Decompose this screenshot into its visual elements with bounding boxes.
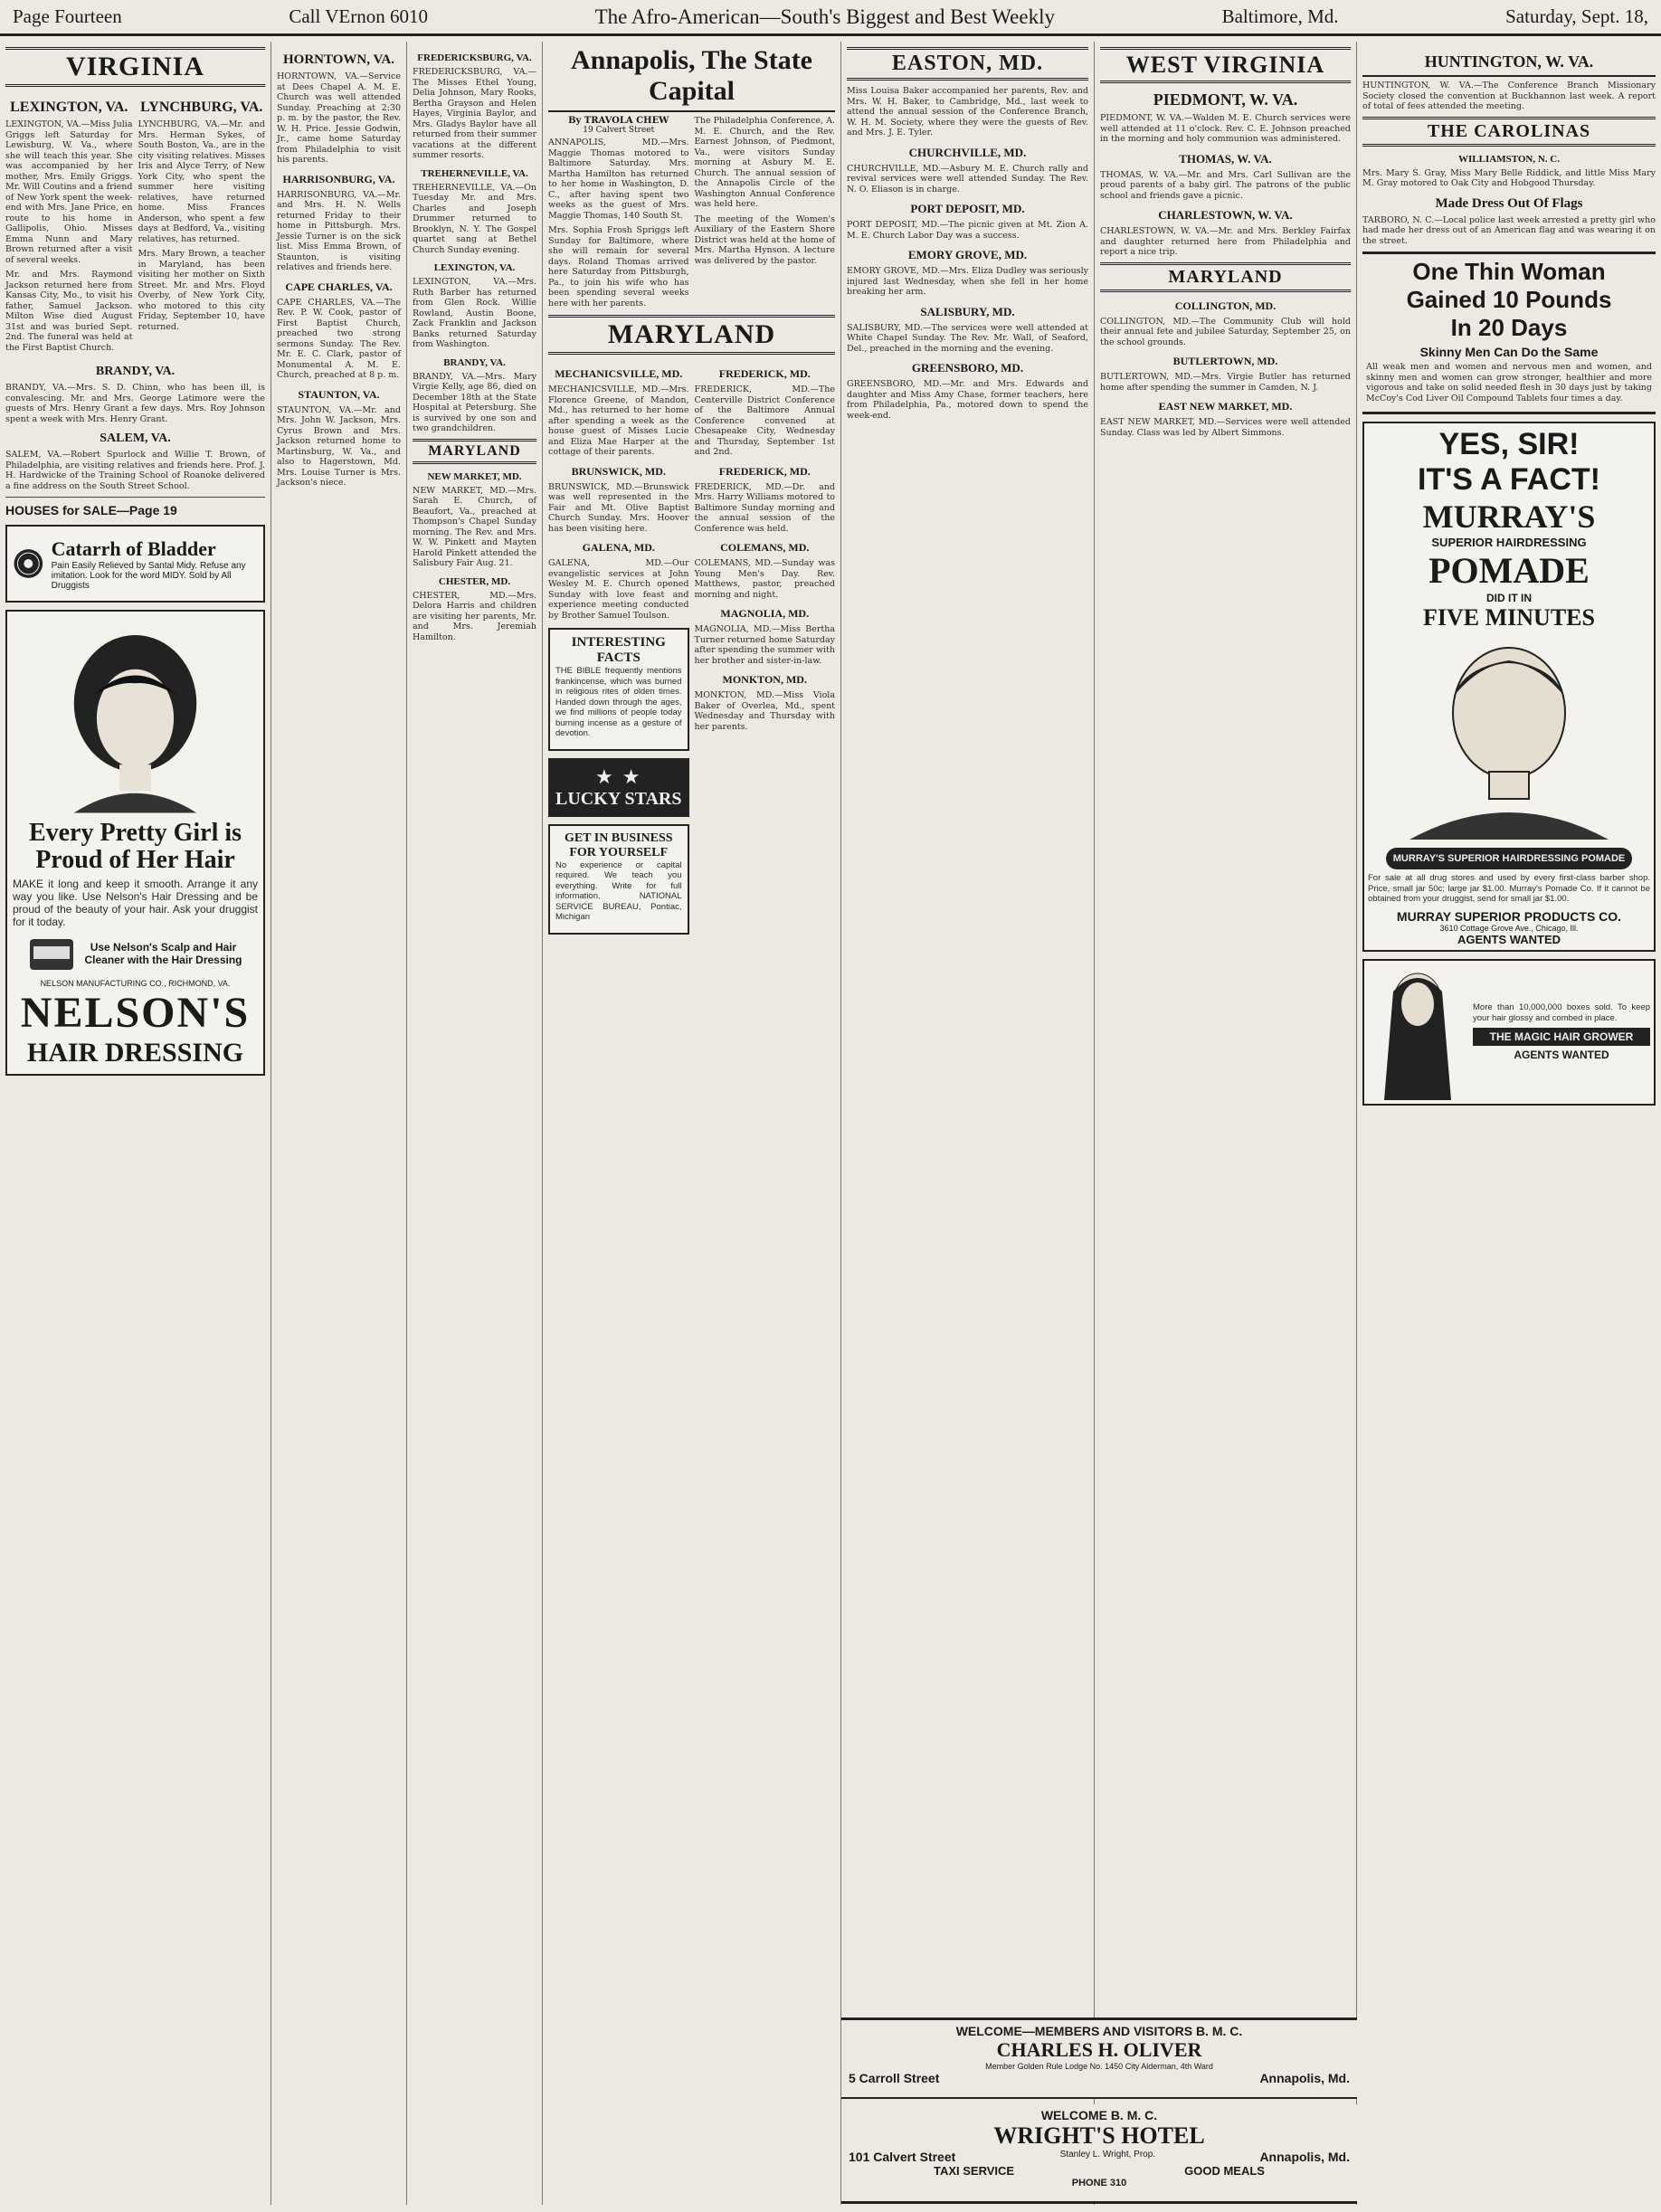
article-huntington: HUNTINGTON, W. VA.—The Conference Branch Missionary Society closed the convention at Buckhannon last week. A report of total of fees attended the meeting. bbox=[1362, 81, 1656, 111]
dateline-chester: CHESTER, MD. bbox=[438, 575, 511, 587]
article-annapolis-3: The Philadelphia Conference, A. M. E. Church, and the Rev. Earnest Johnson, of Piedmont, Va., were visitors Sunday morning at Asbury M. E. Church. The annual session of the Annapolis Circle of the Washington Annual Conference was held here. bbox=[694, 116, 835, 209]
article-magnolia: MAGNOLIA, MD.—Miss Bertha Turner returned home Saturday after spending the summer with her brother and sister-in-law. bbox=[694, 624, 835, 666]
oliver-city: Annapolis, Md. bbox=[1259, 2071, 1350, 2085]
article-frederick-2: FREDERICK, MD.—Dr. and Mrs. Harry Williams motored to Baltimore Sunday morning and the annual session of the Conference was held. bbox=[694, 481, 835, 534]
column-west-virginia bbox=[1095, 42, 1357, 2205]
houses-notice: HOUSES for SALE—Page 19 bbox=[5, 503, 177, 517]
dateline-galena: GALENA, MD. bbox=[582, 541, 655, 554]
man-portrait-icon bbox=[1373, 631, 1645, 840]
dateline-monkton: MONKTON, MD. bbox=[722, 673, 807, 686]
dateline-collington: COLLINGTON, MD. bbox=[1174, 299, 1277, 312]
article-annapolis-4: The meeting of the Women's Auxiliary of the Eastern Shore District was held at the home of Mrs. Martha Hynson. A lecture was delivered by the pastor. bbox=[694, 214, 835, 266]
ad-catarrh-body: Pain Easily Relieved by Santal Midy. Refuse any imitation. Look for the word MIDY. Sold by All Druggists bbox=[51, 560, 246, 591]
article-cape-charles: CAPE CHARLES, VA.—The Rev. P. W. Cook, pastor of First Baptist Church, preached two strong sermons Sunday. The Rev. Mr. E. C. Clark, pastor of Monumental A. M. E. Church, preached at 8 p. m. bbox=[277, 297, 401, 380]
article-salisbury: SALISBURY, MD.—The services were well attended at White Chapel Sunday. The Rev. Mr. Wall, of Seaford, Del., preached in the morning and the evening. bbox=[847, 322, 1088, 354]
murray-company: MURRAY SUPERIOR PRODUCTS CO. bbox=[1396, 908, 1622, 924]
oliver-address: 5 Carroll Street bbox=[849, 2071, 940, 2085]
article-lexington: LEXINGTON, VA.—Miss Julia Griggs left Saturday for Lewisburg, W. Va., where she will teach this year. She was accompanied by her mother, Mrs. Emily Griggs. Mr. Will Coutins and a friend of New York spent the week-end with Mrs. Jane Price, en route to his home in Gallipolis, Ohio. Misses Emma Nunn and Mary Brown returned after a visit of several weeks. bbox=[5, 119, 133, 265]
hotel-taxi: TAXI SERVICE bbox=[934, 2164, 1015, 2178]
article-butlertown: BUTLERTOWN, MD.—Mrs. Virgie Butler has returned home after spending the summer in Camden, N. J. bbox=[1100, 372, 1351, 393]
ad-catarrh bbox=[5, 525, 265, 603]
column-3 bbox=[271, 42, 407, 2205]
facts-text: THE BIBLE frequently mentions frankincense, which was burned in religious rites of olden times. Handed down through the ages, we find millions of people today burning incense as a gesture of devotion. bbox=[555, 666, 682, 738]
hotel-meals: GOOD MEALS bbox=[1184, 2164, 1265, 2178]
article-mechanicsville: MECHANICSVILLE, MD.—Mrs. Florence Greene, of Mandon, Md., has returned to her home after spending a week as the house guest of Misses Lucie and Eliza Mae Harper at the cottage of their parents. bbox=[548, 384, 689, 457]
article-churchville: CHURCHVILLE, MD.—Asbury M. E. Church rally and revival services were well attended Sunday. The Rev. N. O. Eliason is in charge. bbox=[847, 163, 1088, 195]
article-lexington-2: LEXINGTON, VA.—Mrs. Ruth Barber has returned from Glen Rock. Willie Rowland, Austin Boone, Zack Franklin and Jackson Banks returned Saturday from Washington. bbox=[413, 277, 536, 349]
article-harrisonburg: HARRISONBURG, VA.—Mr. and Mrs. H. N. Wells returned Friday to their home in Pittsburgh. Mrs. Jessie Turner is on the sick list. Miss Emma Brown, of Staunton, is visiting relatives and friends here. bbox=[277, 189, 401, 272]
oliver-name: CHARLES H. OLIVER bbox=[996, 2038, 1202, 2061]
dateline-staunton: STAUNTON, VA. bbox=[298, 387, 380, 401]
ad-nelsons-sub: Use Nelson's Scalp and Hair Cleaner with the Hair Dressing bbox=[84, 941, 242, 966]
hotel-name: WRIGHT'S HOTEL bbox=[993, 2122, 1205, 2149]
column-annapolis bbox=[543, 42, 841, 2205]
dateline-cape-charles: CAPE CHARLES, VA. bbox=[285, 280, 393, 293]
article-frederick: FREDERICK, MD.—The Centerville District Conference of the Baltimore Annual Conference convened at Chesapeake City, Wednesday and Thursday, September 1st and 2nd. bbox=[694, 384, 835, 457]
city: Baltimore, Md. bbox=[1221, 5, 1339, 27]
facts-title: INTERESTING FACTS bbox=[571, 635, 666, 665]
phone-number: Call VErnon 6010 bbox=[289, 5, 428, 27]
ad-magic-hair-grower bbox=[1362, 959, 1656, 1106]
dateline-churchville: CHURCHVILLE, MD. bbox=[908, 145, 1027, 159]
ad-wrights-hotel bbox=[841, 2104, 1357, 2204]
ad-nelsons bbox=[5, 610, 265, 1076]
woman-portrait-icon bbox=[13, 617, 258, 816]
masthead bbox=[0, 0, 1661, 36]
dateline-brandy-2: BRANDY, VA. bbox=[443, 356, 506, 368]
column-4 bbox=[407, 42, 543, 2205]
oliver-welcome: WELCOME—MEMBERS AND VISITORS B. M. C. bbox=[955, 2024, 1243, 2038]
article-collington: COLLINGTON, MD.—The Community Club will hold their annual fete and jubilee Saturday, September 25, on the school grounds. bbox=[1100, 316, 1351, 347]
column-right bbox=[1357, 42, 1661, 2205]
article-east-new-market: EAST NEW MARKET, MD.—Services were well attended Sunday. Class was led by Albert Simmons. bbox=[1100, 417, 1351, 438]
article-brunswick: BRUNSWICK, MD.—Brunswick was well represented in the Fair and Mt. Olive Baptist Church Sunday. Mrs. Hoover has been visiting here. bbox=[548, 481, 689, 534]
newspaper-title: The Afro-American—South's Biggest and Best Weekly bbox=[594, 5, 1055, 28]
santal-midy-seal-icon bbox=[13, 532, 44, 595]
section-maryland-2: MARYLAND bbox=[548, 315, 835, 355]
headline-flags: Made Dress Out Of Flags bbox=[1435, 195, 1583, 211]
ad-business bbox=[548, 824, 689, 935]
murray-h2: IT'S A FACT! bbox=[1418, 462, 1600, 497]
star-icons: ★ ★ bbox=[594, 764, 642, 788]
article-new-market: NEW MARKET, MD.—Mrs. Sarah E. Church, of Beaufort, Va., preached at Thompson's Chapel Sunday morning. The Rev. and Mrs. W. W. Pinkett and Mayten Harold Pinkett attended the Salisbury Fair Aug. 21. bbox=[413, 485, 536, 568]
thin-h3: In 20 Days bbox=[1450, 314, 1568, 341]
article-easton: Miss Louisa Baker accompanied her parents, Rev. and Mrs. W. H. Baker, to Cambridge, Md., last week to attend the annual session of the Conference Branch, W. H. M. Society, where they were the guests of Rev. and Mrs. J. E. Tyler. bbox=[847, 86, 1088, 138]
article-brandy: BRANDY, VA.—Mrs. S. D. Chinn, who has been ill, is convalescing. Mr. and Mrs. George Latimore were the guests of Mrs. Henry Grant a few days. Mrs. Roy Johnson spent a week with Mrs. Henry Grant. bbox=[5, 383, 265, 424]
dateline-brunswick: BRUNSWICK, MD. bbox=[571, 464, 666, 478]
article-charlestown: CHARLESTOWN, W. VA.—Mr. and Mrs. Berkley Fairfax and daughter returned here from Philadelphia and report a nice trip. bbox=[1100, 226, 1351, 257]
ad-interesting-facts bbox=[548, 628, 689, 751]
article-fredericksburg: FREDERICKSBURG, VA.—The Misses Ethel Young, Delia Johnson, Mary Rooks, Bertha Grayson and Helen Hayes, Virginia Baylor, and Mrs. Gladys Baylor have all returned from their summer vacations at the different summer resorts. bbox=[413, 67, 536, 160]
section-carolinas: THE CAROLINAS bbox=[1362, 117, 1656, 147]
ad-thin-woman bbox=[1362, 252, 1656, 414]
dateline-lynchburg: LYNCHBURG, VA. bbox=[140, 100, 263, 115]
article-annapolis-1: ANNAPOLIS, MD.—Mrs. Maggie Thomas motored to Baltimore Saturday. Mrs. Martha Hamilton has returned to her home in Washington, D. C., after having spent two weeks as the guest of Mrs. Maggie Thomas, 140 South St. bbox=[548, 138, 689, 221]
dateline-fredericksburg: FREDERICKSBURG, VA. bbox=[417, 52, 532, 63]
hotel-city: Annapolis, Md. bbox=[1259, 2150, 1350, 2164]
hair-dressing-jar-icon bbox=[26, 934, 77, 973]
dateline-new-market: NEW MARKET, MD. bbox=[427, 470, 522, 482]
article-brandy-2: BRANDY, VA.—Mrs. Mary Virgie Kelly, age 86, died on December 18th at the State Hospital at Petersburg. She is survived by one son and two grandchildren. bbox=[413, 371, 536, 433]
dateline-east-new-market: EAST NEW MARKET, MD. bbox=[1158, 400, 1293, 413]
column-easton bbox=[841, 42, 1095, 2205]
dateline-treherneville: TREHERNEVILLE, VA. bbox=[421, 167, 528, 179]
dateline-butlertown: BUTLERTOWN, MD. bbox=[1172, 355, 1278, 367]
article-port-deposit: PORT DEPOSIT, MD.—The picnic given at Mt. Zion A. M. E. Church Labor Day was a success. bbox=[847, 220, 1088, 241]
dateline-horntown: HORNTOWN, VA. bbox=[283, 52, 394, 67]
section-maryland-1: MARYLAND bbox=[413, 439, 536, 464]
article-lynchburg-cont: Mrs. Mary Brown, a teacher in Maryland, has been visiting her mother on Sixth Street. Mr. and Mrs. Floyd Overby, of New York City, who motored to this city Friday, September 10, have returned. bbox=[138, 249, 265, 332]
murray-address: 3610 Cottage Grove Ave., Chicago, Ill. bbox=[1439, 923, 1579, 933]
murray-time: FIVE MINUTES bbox=[1423, 604, 1595, 631]
dateline-frederick-2: FREDERICK, MD. bbox=[718, 464, 811, 478]
oliver-sub: Member Golden Rule Lodge No. 1450 City Alderman, 4th Ward bbox=[985, 2062, 1213, 2071]
article-lexington-cont: Mr. and Mrs. Raymond Jackson returned here from Kansas City, Mo., to visit his father, Samuel Jackson. Milton Wise died August 31st and was buried Sept. 2nd. The funeral was held at the First Baptist Church. bbox=[5, 270, 133, 353]
column-virginia bbox=[0, 42, 271, 2205]
murray-body: For sale at all drug stores and used by every first-class barber shop. Price, small jar 50c; large jar $1.00. Murray's Pomade Co. If it cannot be obtained from your druggist, send for small jar $1.00. bbox=[1368, 873, 1650, 904]
dateline-brandy: BRANDY, VA. bbox=[95, 365, 176, 378]
article-williamston: Mrs. Mary S. Gray, Miss Mary Belle Riddick, and little Miss Mary M. Gray motored to Oak City and Hobgood Thursday. bbox=[1362, 167, 1656, 188]
dateline-williamston: WILLIAMSTON, N. C. bbox=[1458, 153, 1560, 165]
dateline-magnolia: MAGNOLIA, MD. bbox=[720, 607, 810, 620]
murray-h1: YES, SIR! bbox=[1438, 427, 1580, 461]
ad-lucky-stars bbox=[548, 758, 689, 817]
hotel-welcome: WELCOME B. M. C. bbox=[1040, 2108, 1158, 2122]
article-lynchburg: LYNCHBURG, VA.—Mr. and Mrs. Herman Sykes, of South Boston, Va., are in the city visiting relatives. Misses Iris and Alyce Terry, of New York City, who spent the summer here visiting relatives, have returned home. Miss Frances Anderson, who spent a few days at Bedford, Va., visiting relatives, has returned. bbox=[138, 119, 265, 244]
ad-murrays-pomade bbox=[1362, 422, 1656, 952]
grower-body: More than 10,000,000 boxes sold. To keep your hair glossy and combed in place. bbox=[1473, 1002, 1650, 1023]
article-treherneville: TREHERNEVILLE, VA.—On Tuesday Mr. and Mrs. Charles and Joseph Drummer returned to Brooklyn, N. Y. The Gospel quartet sang at Bethel Church Sunday evening. bbox=[413, 182, 536, 255]
issue-date: Saturday, Sept. 18, bbox=[1505, 5, 1648, 27]
article-colemans: COLEMANS, MD.—Sunday was Young Men's Day. Rev. Matthews, pastor, preached morning and night. bbox=[694, 558, 835, 600]
ad-nelsons-body: MAKE it long and keep it smooth. Arrange it any way you like. Use Nelson's Hair Dressing and be proud of the beauty of your hair. Ask your druggist for it today. bbox=[13, 878, 258, 928]
murray-agents: AGENTS WANTED bbox=[1457, 932, 1561, 946]
thin-sub: Skinny Men Can Do the Same bbox=[1419, 345, 1599, 359]
grower-brand: THE MAGIC HAIR GROWER bbox=[1473, 1028, 1650, 1046]
ad-nelsons-headline: Every Pretty Girl is Proud of Her Hair bbox=[28, 819, 242, 874]
dateline-harrisonburg: HARRISONBURG, VA. bbox=[282, 172, 395, 185]
ad-oliver bbox=[841, 2017, 1357, 2099]
article-salem: SALEM, VA.—Robert Spurlock and Willie T. Brown, of Philadelphia, are visiting relatives and friends here. Prof. J. H. Hardwicke of the Training School of Roanoke delivered a fine address on the South Street School. bbox=[5, 450, 265, 491]
dateline-colemans: COLEMANS, MD. bbox=[720, 541, 810, 554]
article-galena: GALENA, MD.—Our evangelistic services at John Wesley M. E. Church opened Sunday with love feast and experience meeting conducted by Brother Samuel Toulson. bbox=[548, 558, 689, 621]
byline: By TRAVOLA CHEW bbox=[568, 116, 669, 126]
murray-sub: SUPERIOR HAIRDRESSING bbox=[1431, 536, 1587, 549]
article-monkton: MONKTON, MD.—Miss Viola Baker of Overlea, Md., spent Wednesday and Thursday with her parents. bbox=[694, 690, 835, 732]
business-title: GET IN BUSINESS FOR YOURSELF bbox=[564, 831, 673, 859]
section-easton: EASTON, MD. bbox=[847, 47, 1088, 81]
lucky-stars-title: LUCKY STARS bbox=[555, 788, 682, 809]
ad-nelsons-maker: NELSON MANUFACTURING CO., RICHMOND, VA. bbox=[40, 979, 231, 988]
dateline-salem: SALEM, VA. bbox=[100, 432, 171, 445]
article-chester: CHESTER, MD.—Mrs. Delora Harris and children are visiting her parents, Mr. and Mrs. Jeremiah Hamilton. bbox=[413, 590, 536, 642]
page-number: Page Fourteen bbox=[13, 5, 122, 27]
ad-nelsons-brand: NELSON'S bbox=[20, 989, 251, 1037]
divider bbox=[5, 497, 265, 498]
dateline-lexington-2: LEXINGTON, VA. bbox=[433, 262, 516, 273]
article-staunton: STAUNTON, VA.—Mr. and Mrs. John W. Jackson, Mrs. Cyrus Brown and Mrs. Jackson returned home to Martinsburg, W. Va., and also to Hagerstown, Md. Mrs. Louise Turner is Mrs. Jackson's niece. bbox=[277, 404, 401, 488]
dateline-frederick: FREDERICK, MD. bbox=[718, 367, 811, 380]
article-emory-grove: EMORY GROVE, MD.—Mrs. Eliza Dudley was seriously injured last Wednesday, when she fell in her home breaking her arm. bbox=[847, 266, 1088, 297]
thin-h2: Gained 10 Pounds bbox=[1406, 286, 1612, 313]
dateline-charlestown: CHARLESTOWN, W. VA. bbox=[1158, 208, 1293, 222]
byline-address: 19 Calvert Street bbox=[583, 126, 655, 135]
section-west-virginia: WEST VIRGINIA bbox=[1100, 47, 1351, 83]
thin-h1: One Thin Woman bbox=[1412, 258, 1606, 285]
dateline-salisbury: SALISBURY, MD. bbox=[920, 304, 1015, 318]
ad-catarrh-title: Catarrh of Bladder bbox=[51, 536, 216, 560]
dateline-huntington: HUNTINGTON, W. VA. bbox=[1362, 52, 1656, 77]
dateline-thomas: THOMAS, W. VA. bbox=[1179, 151, 1272, 166]
article-thomas: THOMAS, W. VA.—Mr. and Mrs. Carl Sullivan are the proud parents of a baby girl. The patrons of the public school and friends gave a picnic. bbox=[1100, 169, 1351, 201]
section-maryland-3: MARYLAND bbox=[1100, 262, 1351, 292]
dateline-lexington: LEXINGTON, VA. bbox=[10, 100, 128, 115]
murray-product: POMADE bbox=[1428, 550, 1590, 591]
murray-brand: MURRAY'S bbox=[1422, 498, 1596, 535]
ad-nelsons-product: HAIR DRESSING bbox=[26, 1038, 244, 1068]
article-greensboro: GREENSBORO, MD.—Mr. and Mrs. Edwards and daughter and Miss Amy Chase, former teachers, here from Philadelphia, Pa., motored down to spend the week-end. bbox=[847, 379, 1088, 421]
dateline-piedmont: PIEDMONT, W. VA. bbox=[1153, 90, 1298, 109]
murray-tag: DID IT IN bbox=[1486, 592, 1532, 604]
hotel-address: 101 Calvert Street bbox=[849, 2150, 956, 2164]
article-flags: TARBORO, N. C.—Local police last week arrested a pretty girl who had made her dress out of an American flag and was wearing it on the street. bbox=[1362, 214, 1656, 246]
dateline-mechanicsville: MECHANICSVILLE, MD. bbox=[555, 367, 683, 380]
dateline-port-deposit: PORT DEPOSIT, MD. bbox=[910, 202, 1025, 215]
dateline-greensboro: GREENSBORO, MD. bbox=[911, 361, 1024, 375]
article-horntown: HORNTOWN, VA.—Service at Dees Chapel A. M. E. Church was well attended Sunday. Preaching at 2:30 p. m. by the pastor, the Rev. W. H. Price. Jessie Godwin, Jr., came home Saturday from Philadelphia to visit his parents. bbox=[277, 71, 401, 165]
woman-long-hair-icon bbox=[1368, 964, 1467, 1100]
article-piedmont: PIEDMONT, W. VA.—Walden M. E. Church services were well attended at 11 o'clock. Rev. C. E. Johnson preached in the morning and holy communion was administered. bbox=[1100, 113, 1351, 144]
murray-tin-label: MURRAY'S SUPERIOR HAIRDRESSING POMADE bbox=[1392, 853, 1626, 864]
dateline-emory-grove: EMORY GROVE, MD. bbox=[907, 248, 1028, 261]
murray-tin bbox=[1386, 848, 1632, 869]
hotel-prop: Stanley L. Wright, Prop. bbox=[1059, 2150, 1156, 2160]
grower-agents: AGENTS WANTED bbox=[1514, 1049, 1609, 1061]
banner-annapolis: Annapolis, The State Capital bbox=[548, 45, 835, 112]
article-annapolis-2: Mrs. Sophia Frosh Spriggs left Sunday for Baltimore, where she will remain for several days. Roland Thomas arrived here Saturday from Pittsburgh, Pa., to join his wife who has been spending several weeks here with her parents. bbox=[548, 225, 689, 309]
section-virginia: VIRGINIA bbox=[5, 47, 265, 87]
business-text: No experience or capital required. We teach you everything. Write for full information. NATIONAL SERVICE BUREAU, Pontiac, Michigan bbox=[555, 859, 682, 922]
hotel-phone: PHONE 310 bbox=[1071, 2178, 1127, 2188]
thin-body: All weak men and women and nervous men and women, and skinny men and women can grow stronger, healthier and more vigorous and take on solid needed flesh in 30 days just by taking McCoy's Cod Liver Oil Compound Tablets four times a day. bbox=[1366, 362, 1652, 403]
